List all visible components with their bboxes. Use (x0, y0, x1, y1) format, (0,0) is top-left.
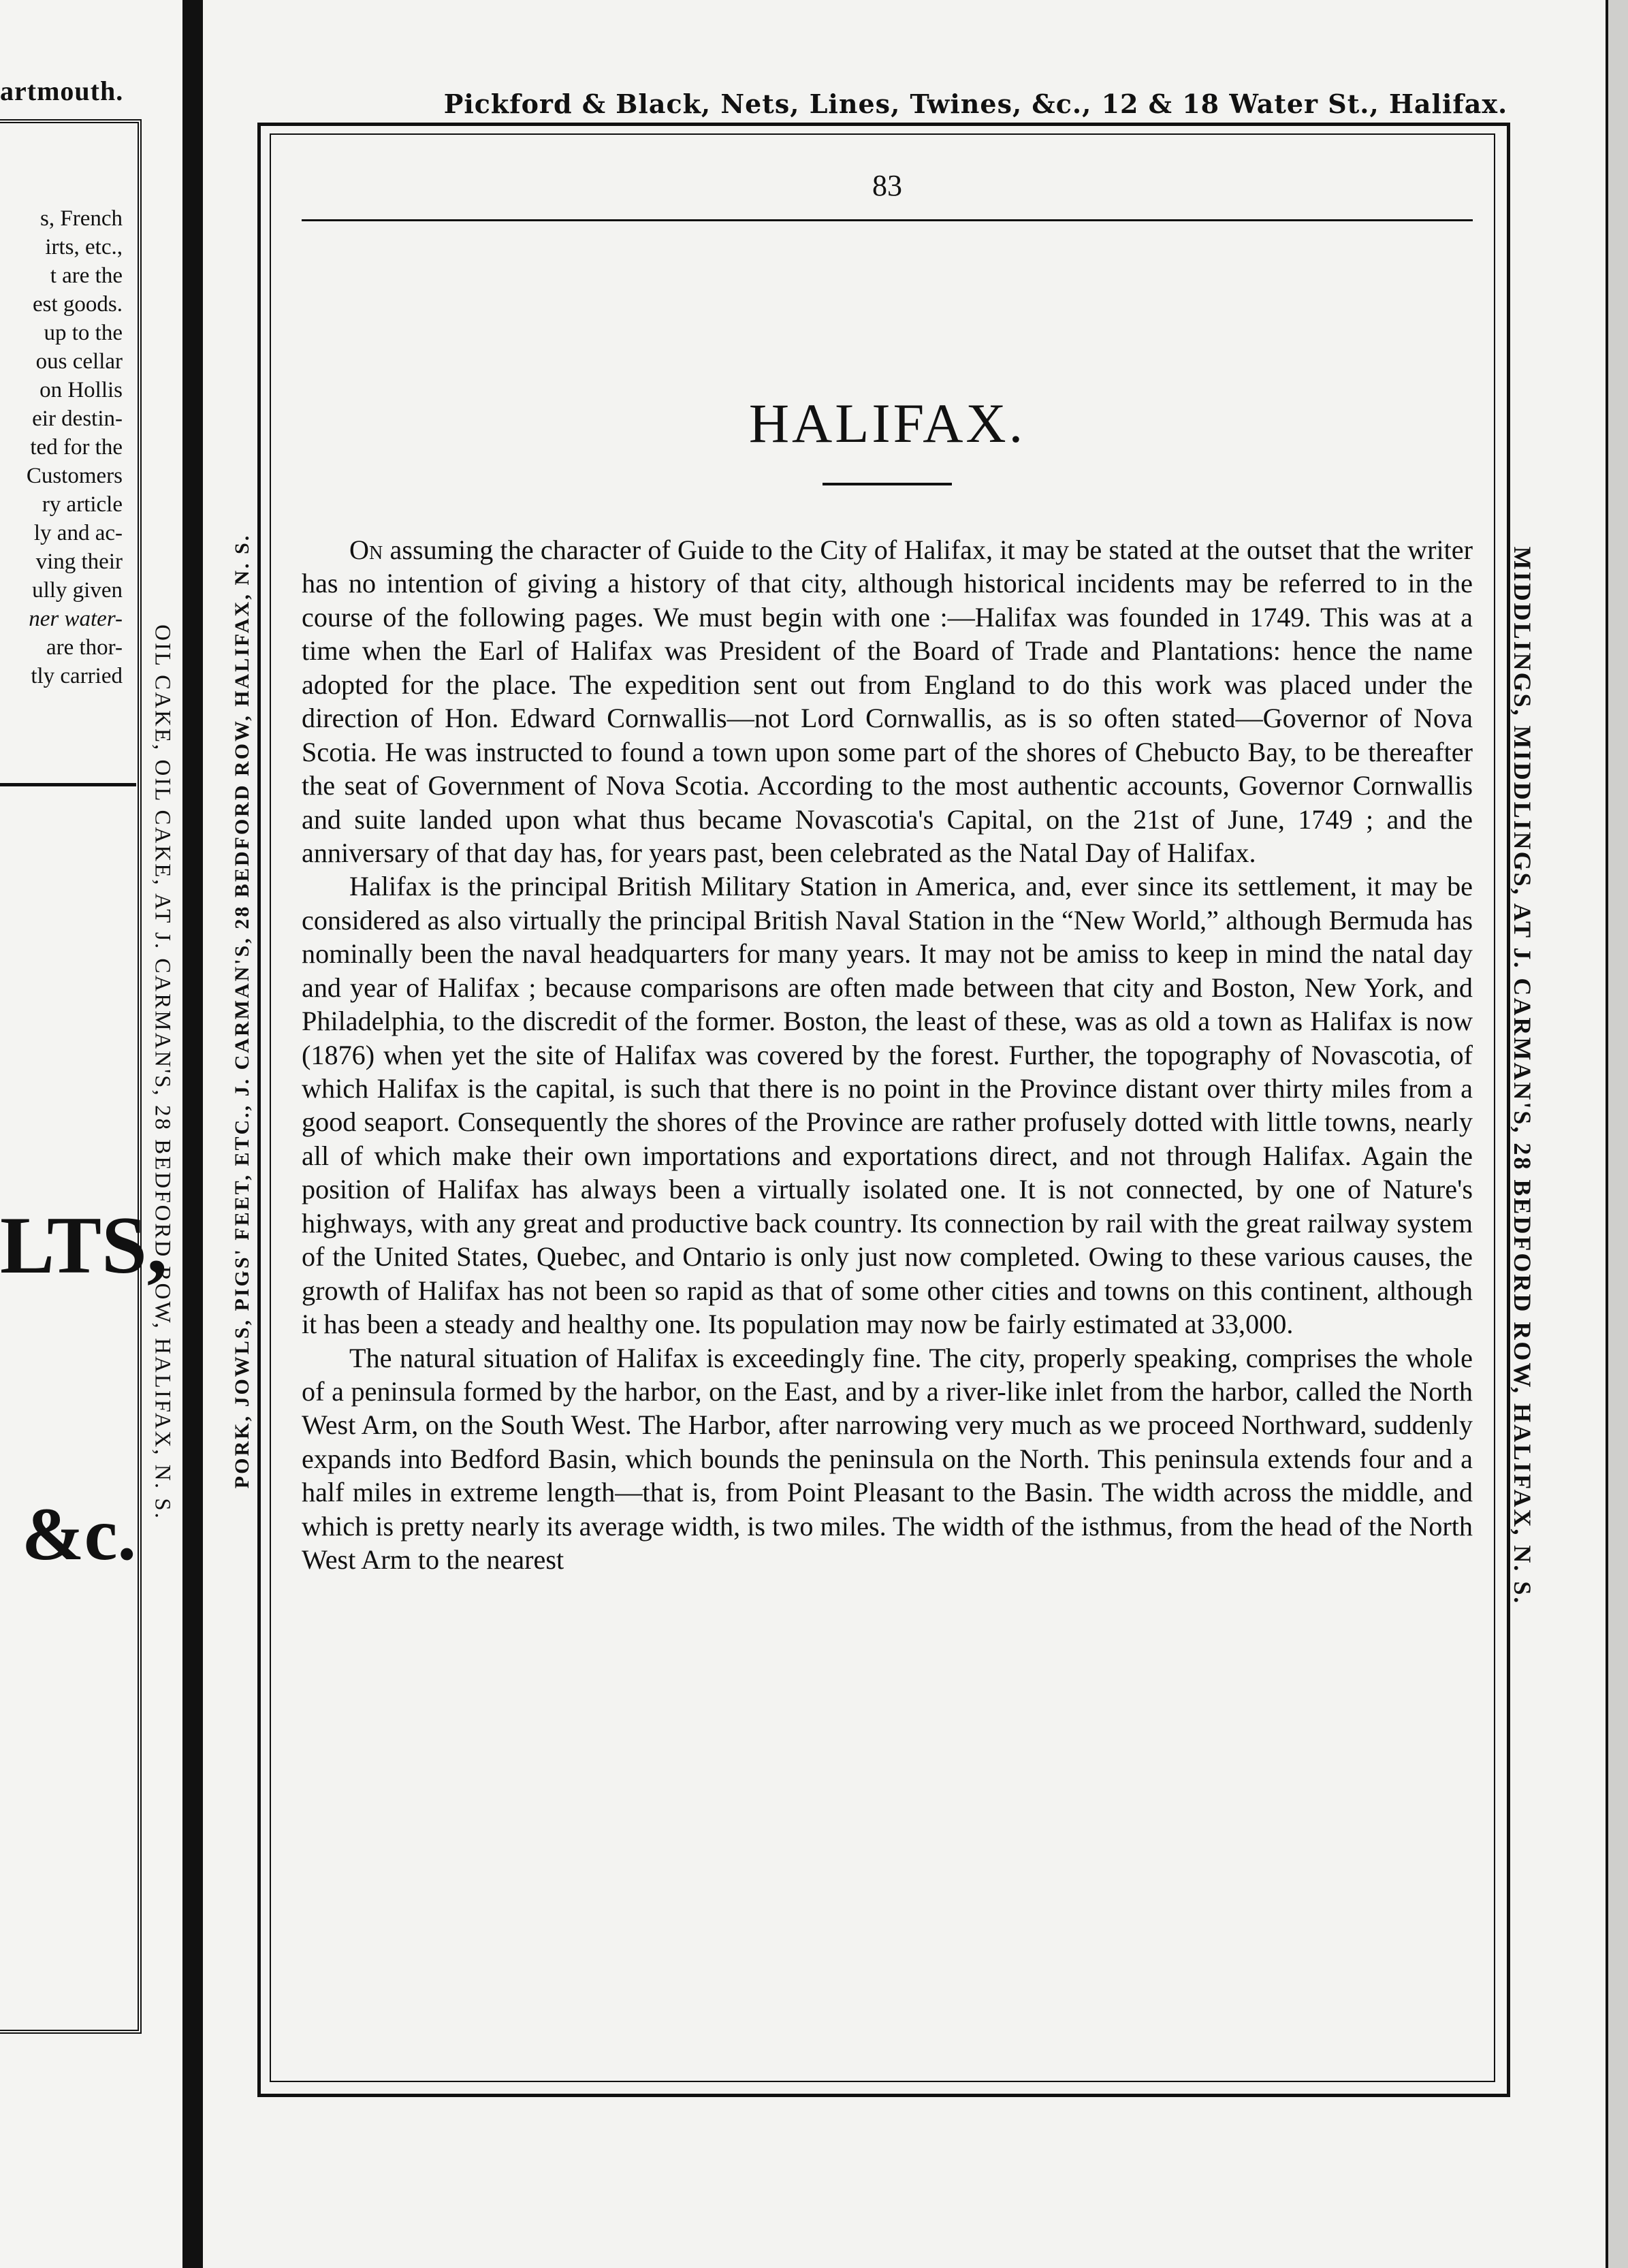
paragraph: Halifax is the principal British Military Station in America, and, ever since its settlement, it may be considered as also virtually the principal British Naval Station in the “New World,” although Bermuda has nominally been the naval headquarters for many years. It may not be amiss to keep in mind the natal day and year of Halifax ; because comparisons are often made between that city and Boston, New York, and Philadelphia, to the discredit of the former. Boston, the least of these, was as old a town as Halifax is now (1876) when yet the site of Halifax was covered by the forest. Further, the topography of Novascotia, of which Halifax is the capital, is such that there is no point in the Province distant over thirty miles from a good seaport. Consequently the shores of the Province are rather profusely dotted with little towns, nearly all of which make their own importations and exportations direct, and not through Halifax. Again the position of Halifax has always been a virtually isolated one. It is not connected, by one of Nature's highways, with any great and productive back country. Its connection by rail with the great railway system of the United States, Quebec, and Ontario is only just now completed. Owing to these various causes, the growth of Halifax has not been so rapid as that of some other cities and towns on this continent, although it has been a steady and healthy one. Its population may now be fairly estimated at 33,000. (302, 871, 1473, 1340)
page-content (302, 140, 1473, 1577)
left-page-line: s, French (40, 206, 123, 231)
book-gutter (182, 0, 203, 2268)
left-page-vertical-ad (148, 528, 176, 1617)
left-page-vertical-ad-text: OIL CAKE, OIL CAKE, AT J. CARMAN'S, 28 BEDFORD ROW, HALIFAX, N. S. (150, 624, 175, 1520)
paragraph (302, 533, 1473, 869)
left-page-line: ted for the (30, 435, 123, 460)
left-page-line: Customers (26, 464, 123, 488)
left-page-line: irts, etc., (45, 235, 123, 259)
left-page-text-lines (0, 204, 123, 690)
left-page-line: est goods. (33, 292, 123, 317)
left-margin-advertisement (229, 381, 256, 1641)
left-page-big-text: LTS, (0, 1200, 167, 1290)
paragraph-text: assuming the character of Guide to the City of Halifax, it may be stated at the outset that the writer has no intention of giving a history of that city, although historical incidents may be referred to in the course of the following pages. We must begin with one :—Halifax was founded in 1749. This was at a time when the Earl of Halifax was President of the Board of Trade and Plantations: hence the name adopted for the place. The expedition sent out from England to do this work was placed under the direction of Hon. Edward Cornwallis—not Lord Cornwallis, as is so often stated—Governor of Nova Scotia. He was instructed to found a town upon some part of the shores of Chebucto Bay, to be thereafter the seat of Government of Nova Scotia. According to the most authentic accounts, Governor Cornwallis and suite landed upon what thus became Novascotia's Capital, on the 21st of June, 1749 ; and the anniversary of that day has, for years past, been celebrated as the Natal Day of Halifax. (302, 534, 1473, 868)
left-page-big-ampersand: &c. (22, 1492, 136, 1576)
article-body (302, 533, 1473, 1577)
left-page-line: are thor- (46, 635, 123, 660)
left-page-line: ully given (32, 578, 123, 603)
book-page (203, 0, 1606, 2268)
left-page-line: ving their (35, 549, 123, 574)
page-number: 83 (872, 169, 902, 202)
right-margin-advertisement (1509, 531, 1536, 1620)
left-page-fragment (0, 0, 182, 2268)
left-page-line: tly carried (31, 664, 123, 688)
left-page-line: t are the (50, 263, 123, 288)
header-rule (302, 219, 1473, 221)
left-page-line: ly and ac- (33, 521, 123, 545)
paragraph: The natural situation of Halifax is exceedingly fine. The city, properly speaking, comprises the whole of a peninsula formed by the harbor, on the East, and by a river-like inlet from the harbor, called the North West Arm, on the South West. The Harbor, after narrowing very much as we proceed Northward, suddenly expands into Bedford Basin, which bounds the peninsula on the North. This peninsula extends four and a half miles in extreme length—that is, from Point Pleasant to the Basin. The width across the middle, and which is pretty nearly its average width, is two miles. The width of the isthmus, from the head of the North West Arm to the nearest (302, 1342, 1473, 1576)
page-right-edge (1606, 0, 1628, 2268)
left-page-header-word: artmouth. (0, 76, 124, 106)
header-advertisement: Pickford & Black, Nets, Lines, Twines, &c., 12 & 18 Water St., Halifax. (443, 89, 1508, 119)
chapter-title: HALIFAX. (748, 392, 1026, 454)
left-page-line: on Hollis (39, 378, 123, 402)
right-margin-ad-text: MIDDLINGS, MIDDLINGS, AT J. CARMAN'S, 28 BEDFORD ROW, HALIFAX, N. S. (1509, 546, 1536, 1606)
left-page-line: ous cellar (35, 349, 123, 374)
left-page-line: ry article (42, 492, 123, 517)
paragraph-lead-word: On (349, 534, 383, 565)
title-rule (823, 483, 952, 485)
left-margin-ad-text: PORK, JOWLS, PIGS' FEET, ETC., J. CARMAN'S, 28 BEDFORD ROW, HALIFAX, N. S. (231, 533, 253, 1489)
left-page-line: eir destin- (32, 406, 123, 431)
left-page-line: up to the (44, 321, 123, 345)
left-page-rule (0, 783, 136, 786)
left-page-line: ner water- (29, 607, 123, 631)
